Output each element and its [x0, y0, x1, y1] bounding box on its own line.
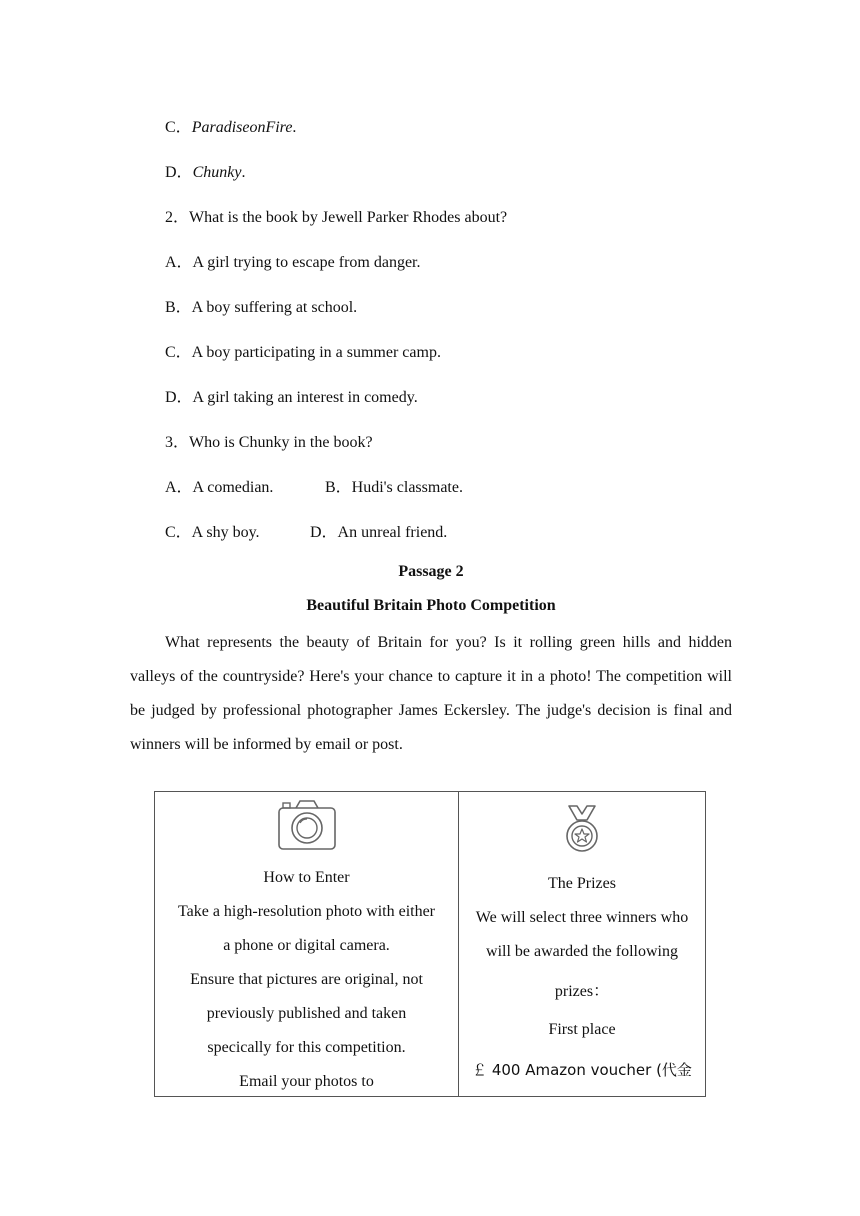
- prizes-cell: [459, 792, 705, 1096]
- first-place-prize: ￡ 400 Amazon voucher (代金: [472, 1061, 692, 1079]
- first-place-label: First place: [548, 1021, 616, 1038]
- camera-icon: [277, 798, 337, 852]
- q3-option-a: A．A comedian.: [165, 479, 274, 496]
- medal-icon: [563, 804, 601, 856]
- q3-option-d: D．An unreal friend.: [310, 524, 448, 541]
- book-title-paradise: ParadiseonFire: [191, 119, 293, 136]
- passage-intro: What represents the beauty of Britain for you? Is it rolling green hills and hidden valleys of the countryside? Here's your chance to capture it in a photo! The competition will be judged by professional photographer James Eckersley. The judge's decision is final and winners will be informed by email or post.: [130, 634, 732, 753]
- prizes-line-2: will be awarded the following: [486, 943, 678, 960]
- enter-line-4: previously published and taken: [206, 1005, 407, 1022]
- q2-option-c: C．A boy participating in a summer camp.: [165, 344, 441, 361]
- how-to-enter-heading: How to Enter: [263, 869, 350, 886]
- q2-option-b: B．A boy suffering at school.: [165, 299, 358, 316]
- enter-line-5: specically for this competition.: [207, 1039, 406, 1056]
- enter-line-6: Email your photos to: [239, 1073, 374, 1090]
- how-to-enter-cell: [155, 792, 459, 1096]
- q2-option-d: D．A girl taking an interest in comedy.: [165, 389, 418, 406]
- info-table: [154, 791, 706, 1097]
- q1-option-c: C．ParadiseonFire.: [165, 119, 297, 136]
- prizes-line-3: prizes：: [554, 983, 610, 1000]
- q3-option-c: C．A shy boy.: [165, 524, 260, 541]
- prizes-line-1: We will select three winners who: [475, 909, 689, 926]
- q2-question: 2．What is the book by Jewell Parker Rhodes about?: [165, 209, 508, 226]
- enter-line-1: Take a high-resolution photo with either: [177, 903, 436, 920]
- prizes-heading: The Prizes: [548, 875, 616, 892]
- passage-title: Beautiful Britain Photo Competition: [306, 597, 556, 614]
- q1-option-d: D．Chunky.: [165, 164, 246, 181]
- q3-option-b: B．Hudi's classmate.: [325, 479, 463, 496]
- passage-label: Passage 2: [398, 563, 464, 580]
- enter-line-3: Ensure that pictures are original, not: [190, 971, 423, 988]
- q2-option-a: A．A girl trying to escape from danger.: [165, 254, 421, 271]
- book-title-chunky: Chunky: [192, 164, 242, 181]
- enter-line-2: a phone or digital camera.: [223, 937, 390, 954]
- q3-question: 3．Who is Chunky in the book?: [165, 434, 373, 451]
